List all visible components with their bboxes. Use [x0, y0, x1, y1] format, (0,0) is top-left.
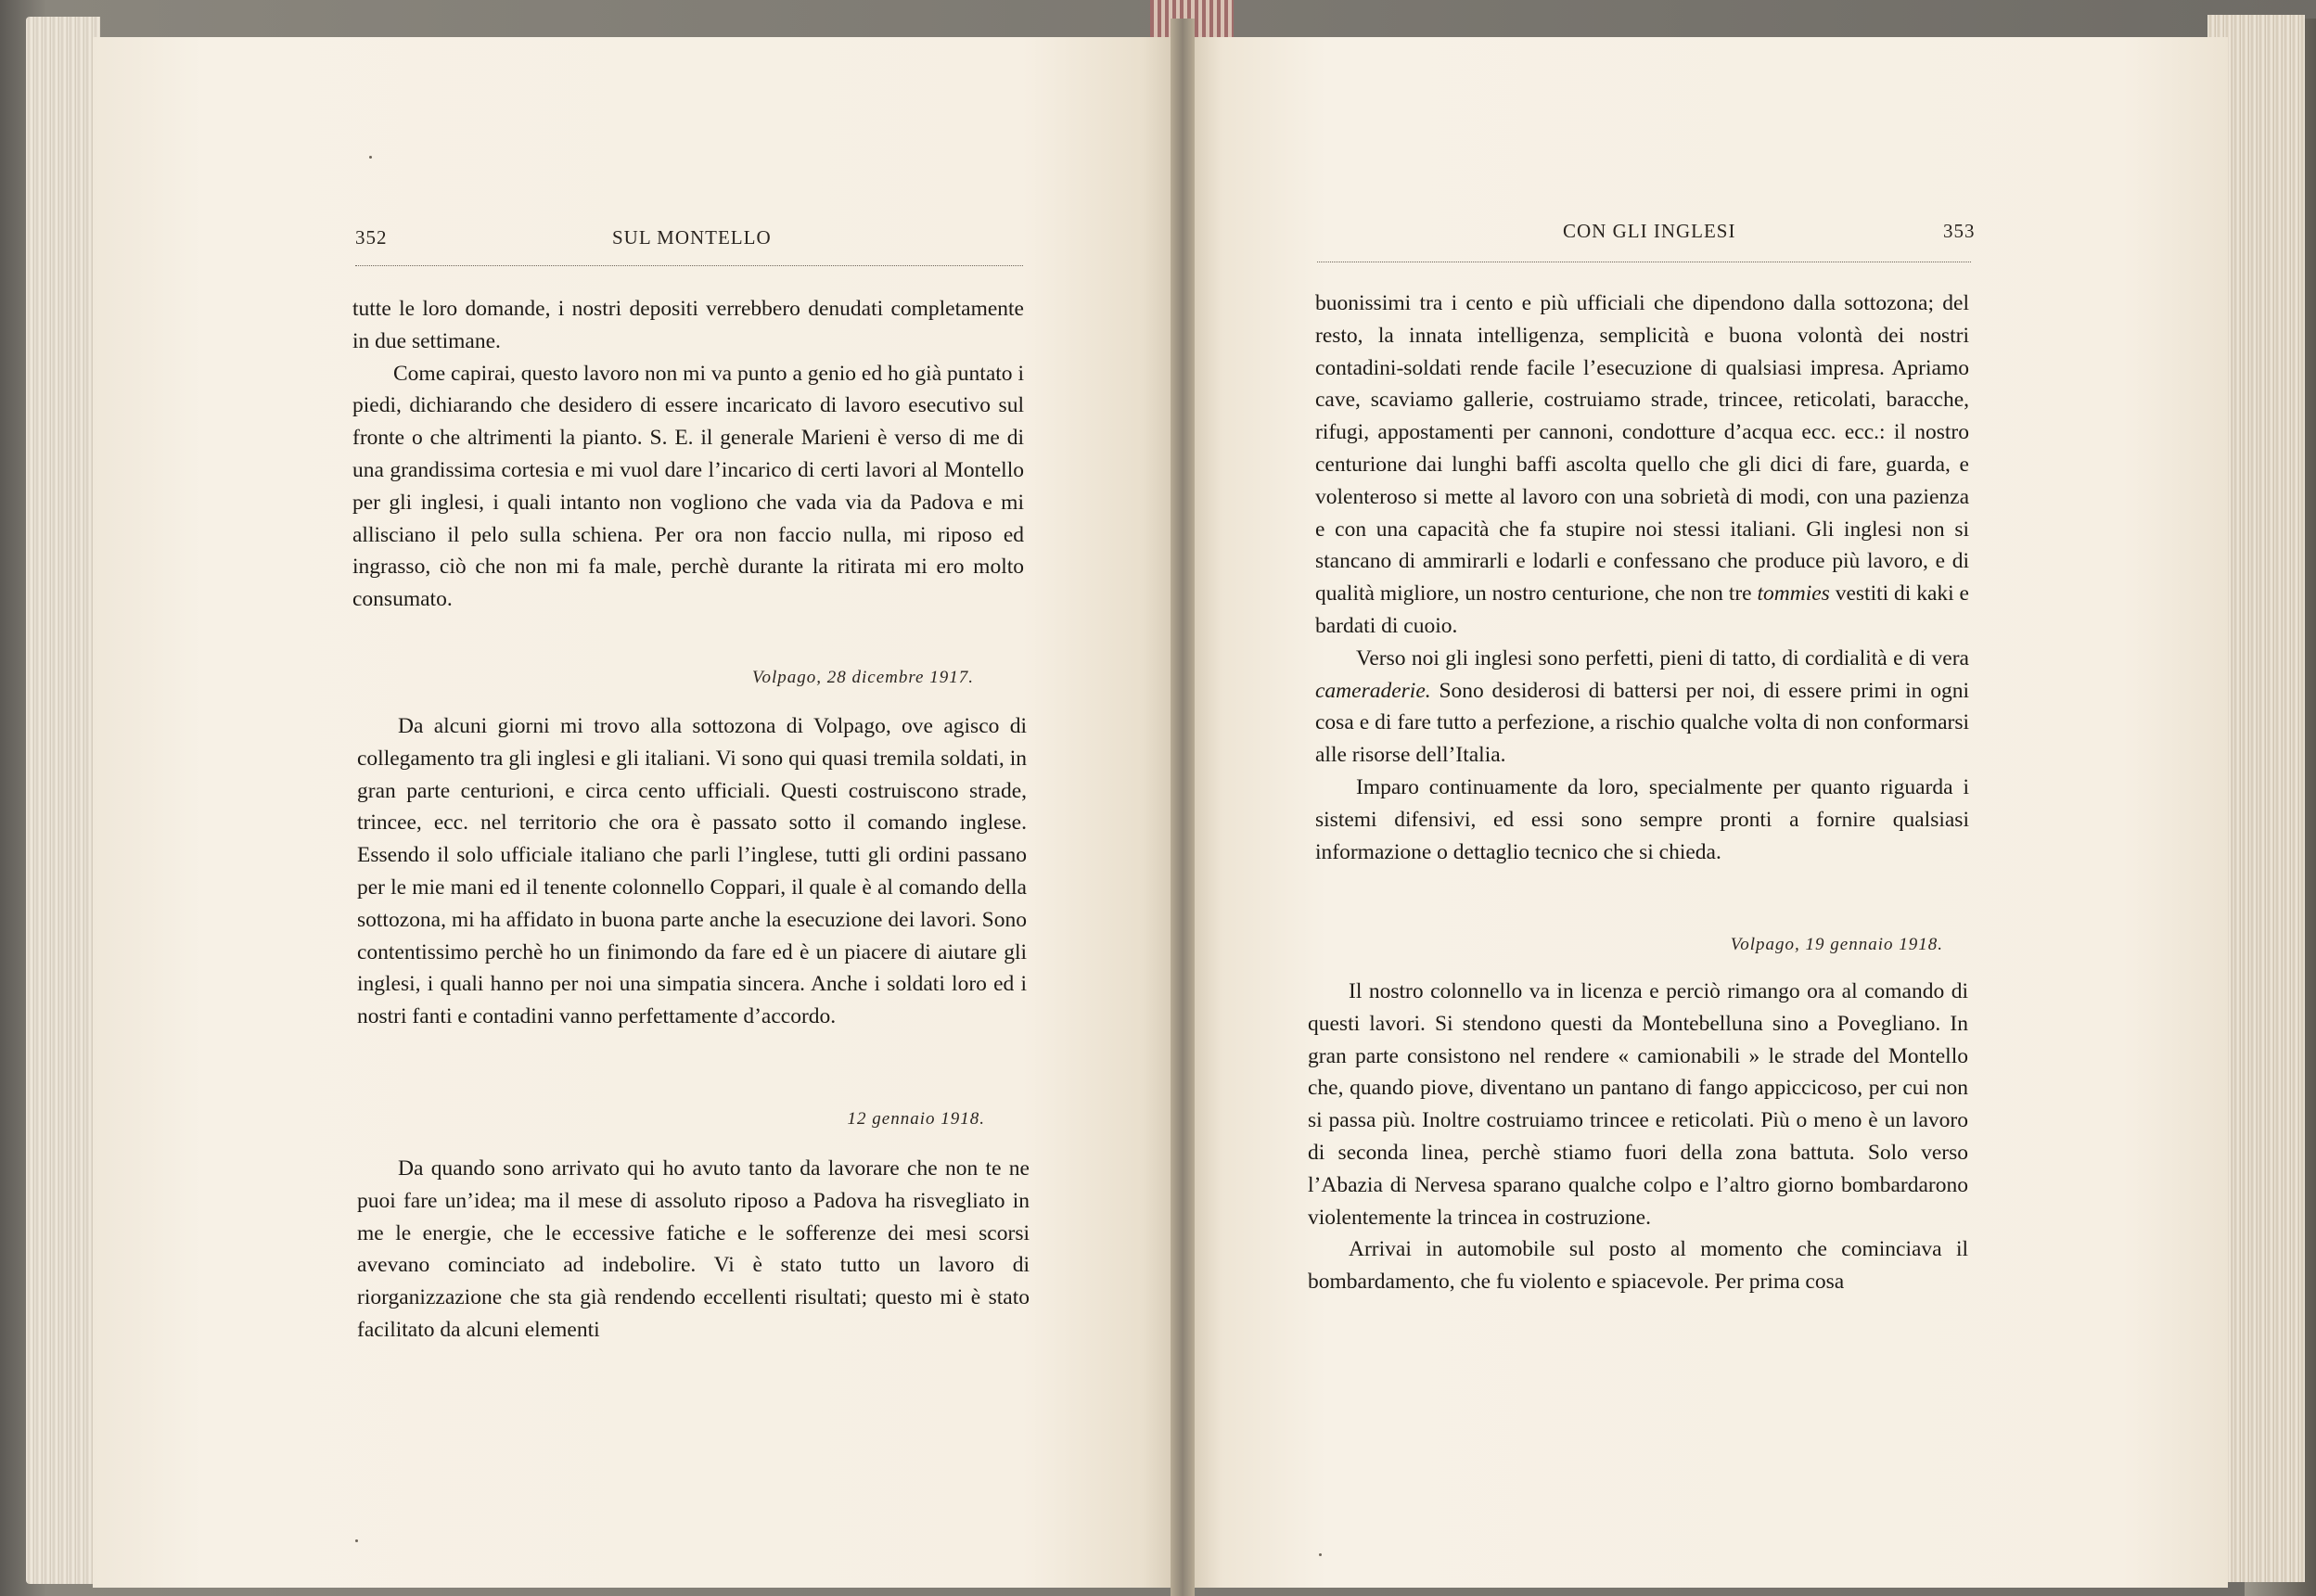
paragraph: tutte le loro domande, i nostri depositi verrebbero denudati completamente in due settimane. — [352, 297, 1024, 353]
paragraph — [1315, 643, 1969, 772]
left-header-rule — [355, 265, 1023, 266]
left-running-head: SUL MONTELLO — [612, 226, 772, 249]
right-text-block-2 — [1308, 976, 1968, 1298]
right-running-head: CON GLI INGLESI — [1563, 220, 1736, 242]
left-text-block-3 — [357, 1153, 1030, 1347]
book-gutter — [1171, 19, 1195, 1596]
italic-term: cameraderie. — [1315, 678, 1431, 703]
left-text-block-1 — [352, 293, 1024, 616]
right-page-number: 353 — [1943, 220, 1976, 242]
paragraph: Da quando sono arrivato qui ho avuto tanto da lavorare che non te ne puoi fare un’idea; ma il mese di assoluto riposo a Padova ha risvegliato in me le energie, che le eccessive fatiche e le sofferenze dei mesi scorsi avevano cominciato ad indebolire. Vi è stato tutto un lavoro di riorganizzazione che sta già rendendo eccellenti risultati; questo mi è stato facilitato da alcuni elementi — [357, 1156, 1030, 1342]
italic-term: tommies — [1757, 581, 1830, 606]
left-page-number: 352 — [355, 226, 388, 249]
left-page-edges — [26, 17, 100, 1584]
right-text-block-1 — [1315, 287, 1969, 868]
left-dateline-2: 12 gennaio 1918. — [847, 1109, 985, 1129]
text-run: vestiti di kaki e bardati di cuoio. — [1315, 581, 1969, 638]
text-run: Verso noi gli inglesi sono perfetti, pieni di tatto, di cordialità e di vera — [1356, 645, 1969, 670]
right-dateline-1: Volpago, 19 gennaio 1918. — [1730, 935, 1943, 954]
paper-speck — [1319, 1553, 1322, 1556]
left-dateline-1: Volpago, 28 dicembre 1917. — [751, 668, 974, 687]
paper-speck — [369, 156, 372, 159]
paper-speck — [355, 1539, 358, 1542]
paragraph: Il nostro colonnello va in licenza e perciò rimango ora al comando di questi lavori. Si stendono questi da Montebelluna sino a Povegliano. In gran parte consistono nel rendere « camionabili » le strade del Montello che, quando piove, diventano un pantano di fango appiccicoso, per cui non si passa più. Inoltre costruiamo trincee e reticolati. Più o meno è un lavoro di seconda linea, perchè stiamo fuori della zona battuta. Solo verso l’Abazia di Nervesa sparano qualche colpo e l’altro giorno bombardarono violentemente la trincea in costruzione. — [1308, 979, 1968, 1230]
paragraph: Come capirai, questo lavoro non mi va punto a genio ed ho già puntato i piedi, dichiarando che desidero di essere incaricato di lavoro esecutivo sul fronte o che altrimenti la pianto. S. E. il generale Marieni è verso di me di una grandissima cortesia e mi vuol dare l’incarico di certi lavori al Montello per gli inglesi, i quali intanto non vogliono che vada via da Padova e mi allisciano il pelo sulla schiena. Per ora non faccio nulla, mi riposo ed ingrasso, ciò che non mi fa male, perchè durante la ritirata mi ero molto consumato. — [352, 361, 1024, 612]
text-run: Sono desiderosi di battersi per noi, di essere primi in ogni cosa e di fare tutto a perfezione, a rischio qualche volta di non conformarsi alle risorse dell’Italia. — [1315, 678, 1969, 768]
paragraph: Imparo continuamente da loro, specialmente per quanto riguarda i sistemi difensivi, ed essi sono sempre pronti a fornire qualsiasi informazione o dettaglio tecnico che si chieda. — [1315, 774, 1969, 864]
paragraph — [1315, 287, 1969, 643]
paragraph: Da alcuni giorni mi trovo alla sottozona di Volpago, ove agisco di collegamento tra gli inglesi e gli italiani. Vi sono qui quasi tremila soldati, in gran parte centurioni, e circa cento ufficiali. Questi costruiscono strade, trincee, ecc. nel territorio che ora è passato sotto il comando inglese. Essendo il solo ufficiale italiano che parli l’inglese, tutti gli ordini passano per le mie mani ed il tenente colonnello Coppari, il quale è al comando della sottozona, mi ha affidato in buona parte anche la esecuzione dei lavori. Sono contentissimo perchè ho un finimondo da fare ed è un piacere di aiutare gli inglesi, i quali hanno per noi una simpatia sincera. Anche i soldati loro ed i nostri fanti e contadini vanno perfettamente d’accordo. — [357, 714, 1027, 1029]
text-run: buonissimi tra i cento e più ufficiali che dipendono dalla sottozona; del resto, la innata intelligenza, semplicità e buona volontà dei nostri contadini-soldati rende facile l’esecuzione di qualsiasi impresa. Apriamo cave, scaviamo gallerie, costruiamo strade, trincee, reticolati, baracche, rifugi, appostamenti per cannoni, condotture d’acqua ecc. ecc.: il nostro centurione dai lunghi baffi ascolta quello che gli dici di fare, guarda, e volenteroso si mette al lavoro con una sobrietà di modi, con una pazienza e con una capacità che fa stupire noi stessi italiani. Gli inglesi non si stancano di ammirarli e lodarli e confessano che produce più lavoro, e di qualità migliore, un nostro centurione, che non tre — [1315, 291, 1969, 606]
left-text-block-2 — [357, 710, 1027, 1033]
paragraph: Arrivai in automobile sul posto al momento che cominciava il bombardamento, che fu violento e spiacevole. Per prima cosa — [1308, 1237, 1968, 1295]
